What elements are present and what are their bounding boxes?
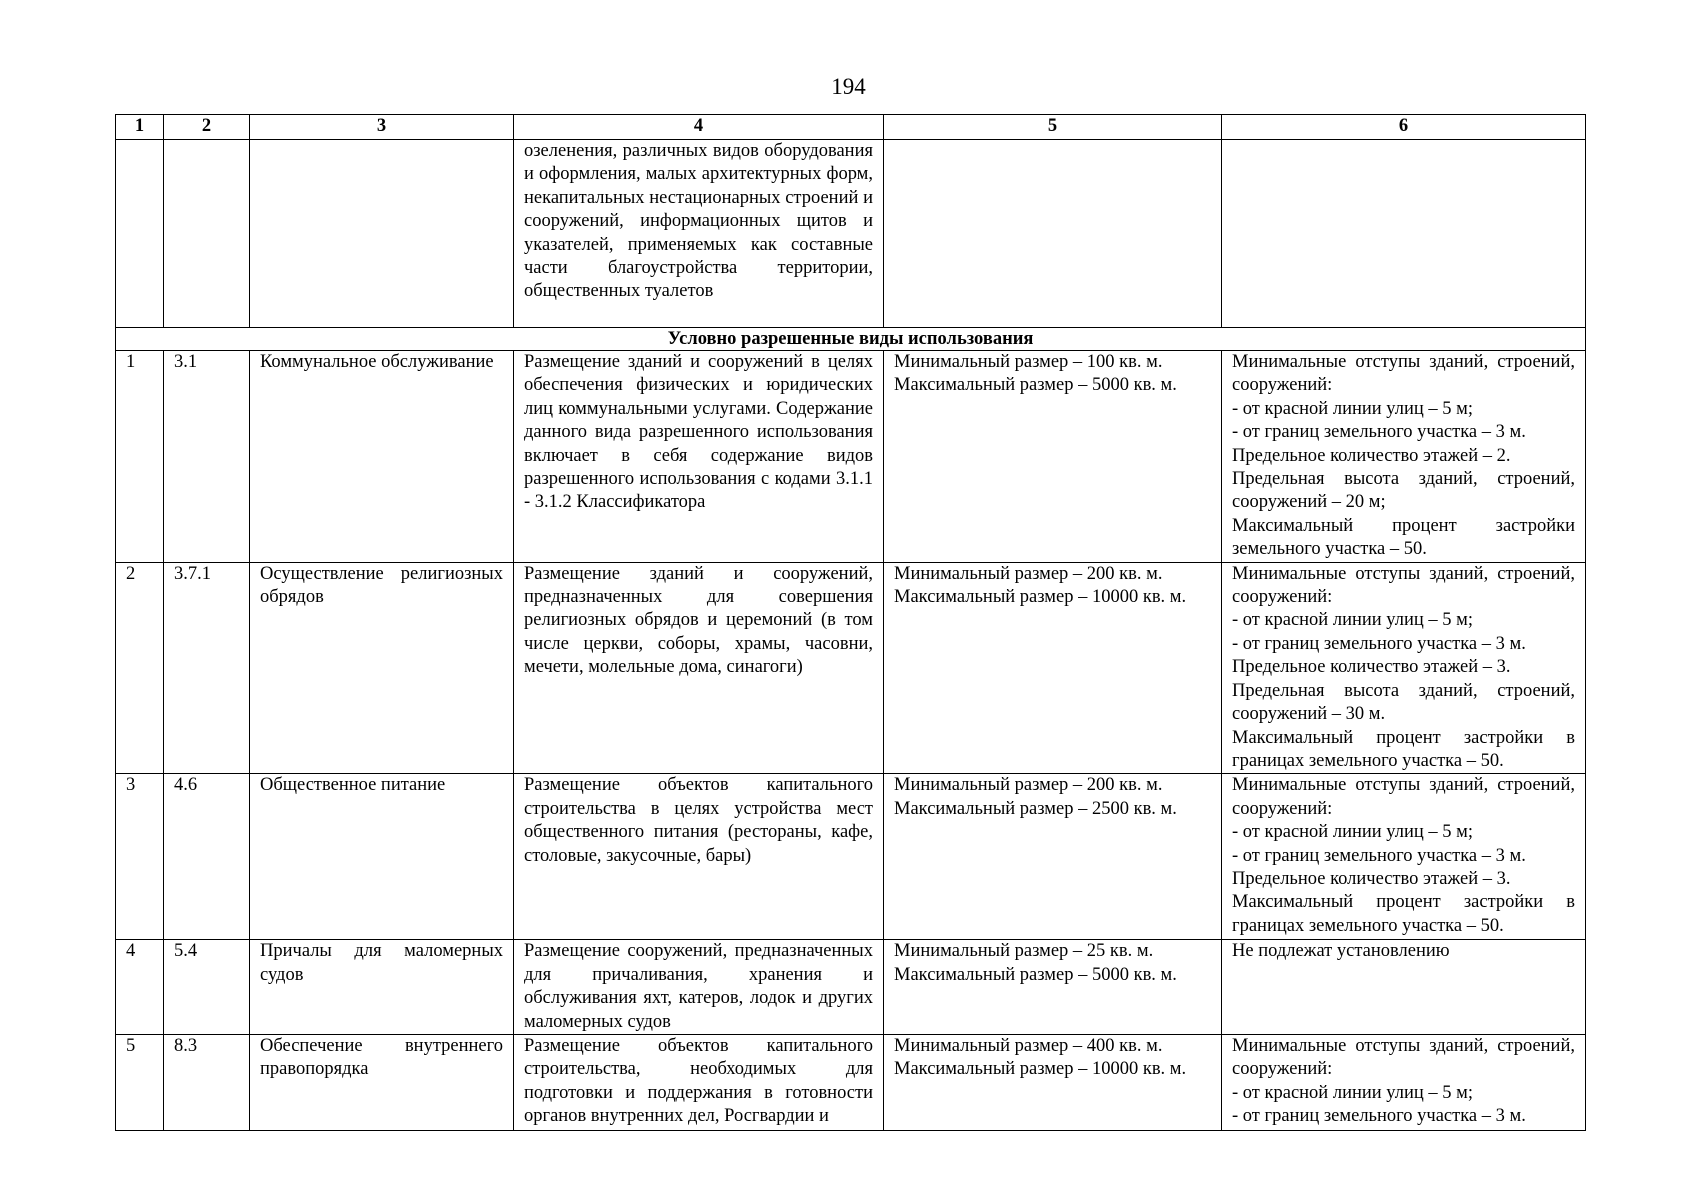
row-code: 5.4 — [164, 940, 250, 1035]
header-col-3: 3 — [250, 115, 514, 140]
row-code: 8.3 — [164, 1034, 250, 1130]
row-description: Размещение объектов капитального строительства в целях устройства мест общественного питания (рестораны, кафе, столовые, закусочные, бары) — [514, 774, 884, 940]
row-number: 2 — [116, 562, 164, 774]
row-size-limits — [884, 774, 1222, 940]
size-max: Максимальный размер – 10000 кв. м. — [894, 1059, 1187, 1080]
parameter-line: Максимальный процент застройки в границах земельного участка – 50. — [1232, 892, 1575, 936]
continuation-description: озеленения, различных видов оборудования и оформления, малых архитектурных форм, некапитальных нестационарных строений и сооружений, информационных щитов и указателей, применяемых как составные части благоустройства территории, общественных туалетов — [514, 140, 884, 328]
header-col-2: 2 — [164, 115, 250, 140]
row-parameters — [1222, 940, 1586, 1035]
parameter-line: - от красной линии улиц – 5 м; — [1232, 1082, 1473, 1103]
table-row — [116, 562, 1586, 774]
parameter-line: Максимальный процент застройки в границах земельного участка – 50. — [1232, 727, 1575, 771]
parameter-line: - от красной линии улиц – 5 м; — [1232, 398, 1473, 419]
header-col-6: 6 — [1222, 115, 1586, 140]
size-min: Минимальный размер – 200 кв. м. — [894, 775, 1163, 796]
parameter-line: Минимальные отступы зданий, строений, сооружений: — [1232, 1035, 1575, 1080]
header-col-1: 1 — [116, 115, 164, 140]
row-size-limits — [884, 940, 1222, 1035]
row-code: 3.1 — [164, 351, 250, 563]
parameter-line: Не подлежат установлению — [1232, 941, 1450, 962]
continuation-cell-1 — [116, 140, 164, 328]
row-name: Причалы для маломерных судов — [250, 940, 514, 1035]
parameter-line: Минимальные отступы зданий, строений, сооружений: — [1232, 775, 1575, 819]
row-number: 5 — [116, 1034, 164, 1130]
row-parameters — [1222, 351, 1586, 563]
table-row — [116, 1034, 1586, 1130]
row-parameters — [1222, 1034, 1586, 1130]
section-title: Условно разрешенные виды использования — [116, 328, 1586, 351]
row-number: 3 — [116, 774, 164, 940]
table-row — [116, 774, 1586, 940]
parameter-line: - от границ земельного участка – 3 м. — [1232, 633, 1526, 654]
parameter-line: Предельное количество этажей – 3. — [1232, 868, 1511, 889]
row-name: Обеспечение внутреннего правопорядка — [250, 1034, 514, 1130]
size-max: Максимальный размер – 10000 кв. м. — [894, 587, 1187, 608]
size-max: Максимальный размер – 5000 кв. м. — [894, 375, 1177, 396]
parameter-line: - от границ земельного участка – 3 м. — [1232, 845, 1526, 866]
parameter-line: - от красной линии улиц – 5 м; — [1232, 610, 1473, 631]
parameter-line: Предельная высота зданий, строений, сооружений – 30 м. — [1232, 680, 1575, 725]
zoning-table — [115, 114, 1586, 1131]
row-parameters — [1222, 562, 1586, 774]
table-row — [116, 940, 1586, 1035]
continuation-cell-2 — [164, 140, 250, 328]
row-size-limits — [884, 351, 1222, 563]
continuation-cell-3 — [250, 140, 514, 328]
parameter-line: Минимальные отступы зданий, строений, сооружений: — [1232, 563, 1575, 608]
row-description: Размещение зданий и сооружений, предназначенных для совершения религиозных обрядов и церемоний (в том числе церкви, соборы, храмы, часовни, мечети, молельные дома, синагоги) — [514, 562, 884, 774]
continuation-row — [116, 140, 1586, 328]
parameter-line: - от красной линии улиц – 5 м; — [1232, 822, 1473, 843]
row-description: Размещение объектов капитального строительства, необходимых для подготовки и поддержания в готовности органов внутренних дел, Росгвардии и — [514, 1034, 884, 1130]
row-number: 1 — [116, 351, 164, 563]
row-name: Коммунальное обслуживание — [250, 351, 514, 563]
header-col-4: 4 — [514, 115, 884, 140]
parameter-line: Предельное количество этажей – 3. — [1232, 657, 1511, 678]
row-name: Общественное питание — [250, 774, 514, 940]
row-parameters — [1222, 774, 1586, 940]
size-min: Минимальный размер – 400 кв. м. — [894, 1035, 1163, 1056]
row-name: Осуществление религиозных обрядов — [250, 562, 514, 774]
header-col-5: 5 — [884, 115, 1222, 140]
row-size-limits — [884, 562, 1222, 774]
row-code: 4.6 — [164, 774, 250, 940]
continuation-cell-6 — [1222, 140, 1586, 328]
size-min: Минимальный размер – 200 кв. м. — [894, 563, 1163, 584]
parameter-line: - от границ земельного участка – 3 м. — [1232, 1106, 1526, 1127]
parameter-line: Максимальный процент застройки земельного участка – 50. — [1232, 515, 1575, 560]
section-row — [116, 328, 1586, 351]
row-code: 3.7.1 — [164, 562, 250, 774]
row-number: 4 — [116, 940, 164, 1035]
page-number: 194 — [831, 74, 866, 99]
size-max: Максимальный размер – 5000 кв. м. — [894, 964, 1177, 985]
row-description: Размещение сооружений, предназначенных для причаливания, хранения и обслуживания яхт, катеров, лодок и других маломерных судов — [514, 940, 884, 1035]
row-description: Размещение зданий и сооружений в целях обеспечения физических и юридических лиц коммунальными услугами. Содержание данного вида разрешенного использования включает в себя содержание видов разрешенного использования с кодами 3.1.1 - 3.1.2 Классификатора — [514, 351, 884, 563]
table-row — [116, 351, 1586, 563]
size-max: Максимальный размер – 2500 кв. м. — [894, 798, 1177, 819]
parameter-line: Минимальные отступы зданий, строений, сооружений: — [1232, 352, 1575, 396]
size-min: Минимальный размер – 100 кв. м. — [894, 352, 1163, 372]
continuation-cell-5 — [884, 140, 1222, 328]
size-min: Минимальный размер – 25 кв. м. — [894, 941, 1154, 962]
parameter-line: Предельное количество этажей – 2. — [1232, 445, 1511, 466]
row-size-limits — [884, 1034, 1222, 1130]
parameter-line: - от границ земельного участка – 3 м. — [1232, 422, 1526, 443]
parameter-line: Предельная высота зданий, строений, сооружений – 20 м; — [1232, 469, 1575, 513]
header-row — [116, 115, 1586, 140]
